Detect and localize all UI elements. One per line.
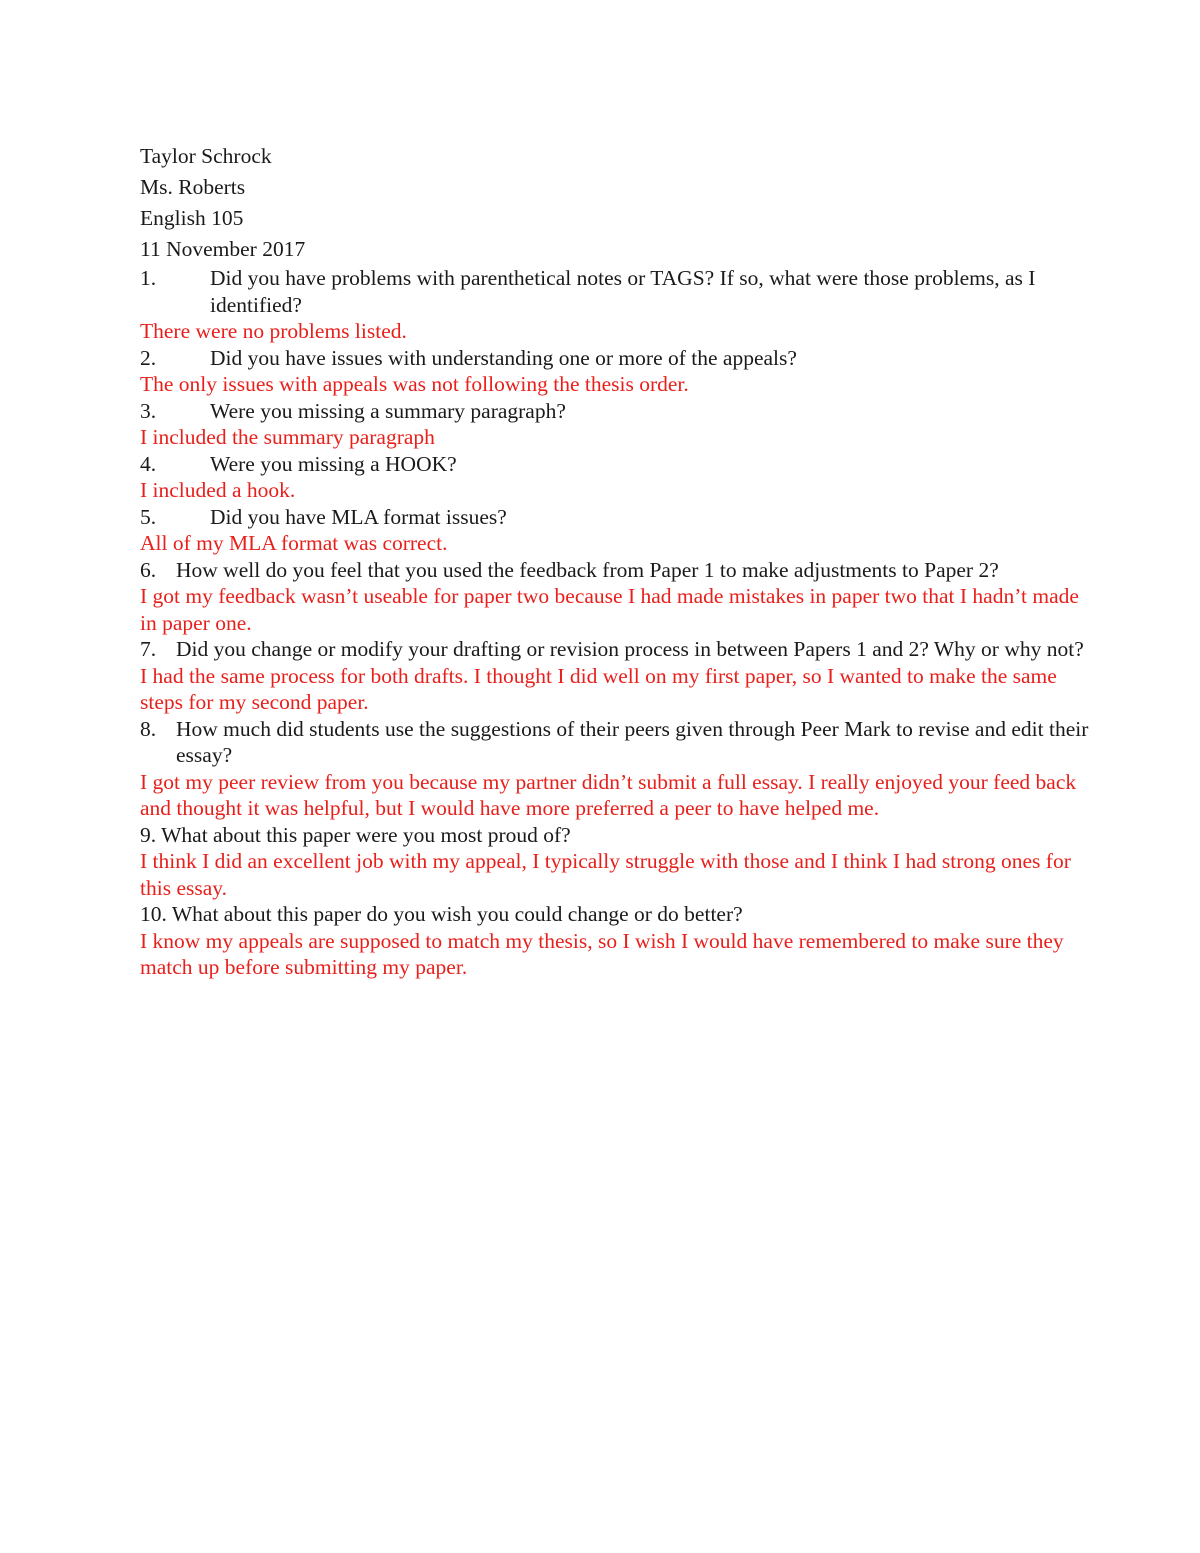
question-number: 10. <box>140 902 167 926</box>
student-name: Taylor Schrock <box>140 144 272 168</box>
question-text: How well do you feel that you used the feedback from Paper 1 to make adjustments to Paper 2? <box>176 557 999 582</box>
question-text: Did you change or modify your drafting or revision process in between Papers 1 and 2? Why or why not? <box>176 637 1084 661</box>
answer-8: I got my peer review from you because my partner didn’t submit a full essay. I really enjoyed your feed back and thought it was helpful, but I would have more preferred a peer to have helped me. <box>140 769 1077 820</box>
question-text: Were you missing a HOOK? <box>210 451 457 476</box>
document-date: 11 November 2017 <box>140 237 306 261</box>
question-4 <box>140 451 1095 478</box>
question-6 <box>140 557 1095 584</box>
question-number: 5. <box>140 504 157 529</box>
question-text: Did you have issues with understanding one or more of the appeals? <box>210 345 797 370</box>
answer-1: There were no problems listed. <box>140 319 407 343</box>
question-1 <box>140 265 1095 318</box>
question-8 <box>140 716 1095 769</box>
question-number: 9. <box>140 822 157 847</box>
answer-9: I think I did an excellent job with my appeal, I typically struggle with those and I think I had strong ones for this essay. <box>140 849 1071 900</box>
instructor-name: Ms. Roberts <box>140 175 246 199</box>
question-7 <box>140 636 1095 663</box>
question-text: What about this paper were you most proud of? <box>161 822 571 847</box>
question-list <box>140 265 1095 981</box>
question-text: How much did students use the suggestions of their peers given through Peer Mark to revise and edit their essay? <box>176 716 1089 767</box>
document-body <box>140 141 1095 981</box>
answer-2: The only issues with appeals was not following the thesis order. <box>140 372 689 396</box>
question-3 <box>140 398 1095 425</box>
question-number: 4. <box>140 451 157 476</box>
answer-3: I included the summary paragraph <box>140 425 435 449</box>
question-number: 7. <box>140 637 157 661</box>
question-number: 8. <box>140 716 157 741</box>
question-number: 2. <box>140 345 157 370</box>
answer-10: I know my appeals are supposed to match my thesis, so I wish I would have remembered to make sure they match up before submitting my paper. <box>140 928 1064 979</box>
course-name: English 105 <box>140 206 244 230</box>
question-number: 6. <box>140 557 157 582</box>
answer-7: I had the same process for both drafts. I thought I did well on my first paper, so I wanted to make the same steps for my second paper. <box>140 663 1057 714</box>
question-10 <box>140 901 1095 928</box>
question-text: Did you have problems with parenthetical notes or TAGS? If so, what were those problems, as I identified? <box>210 266 1036 317</box>
question-5 <box>140 504 1095 531</box>
question-text: Were you missing a summary paragraph? <box>210 398 566 423</box>
answer-4: I included a hook. <box>140 478 296 502</box>
question-number: 3. <box>140 398 157 423</box>
answer-5: All of my MLA format was correct. <box>140 531 448 555</box>
question-number: 1. <box>140 266 157 290</box>
answer-6: I got my feedback wasn’t useable for paper two because I had made mistakes in paper two that I hadn’t made in paper one. <box>140 584 1079 635</box>
question-2 <box>140 345 1095 372</box>
question-text: Did you have MLA format issues? <box>210 504 507 529</box>
question-text: What about this paper do you wish you could change or do better? <box>171 902 743 926</box>
question-9 <box>140 822 1095 849</box>
